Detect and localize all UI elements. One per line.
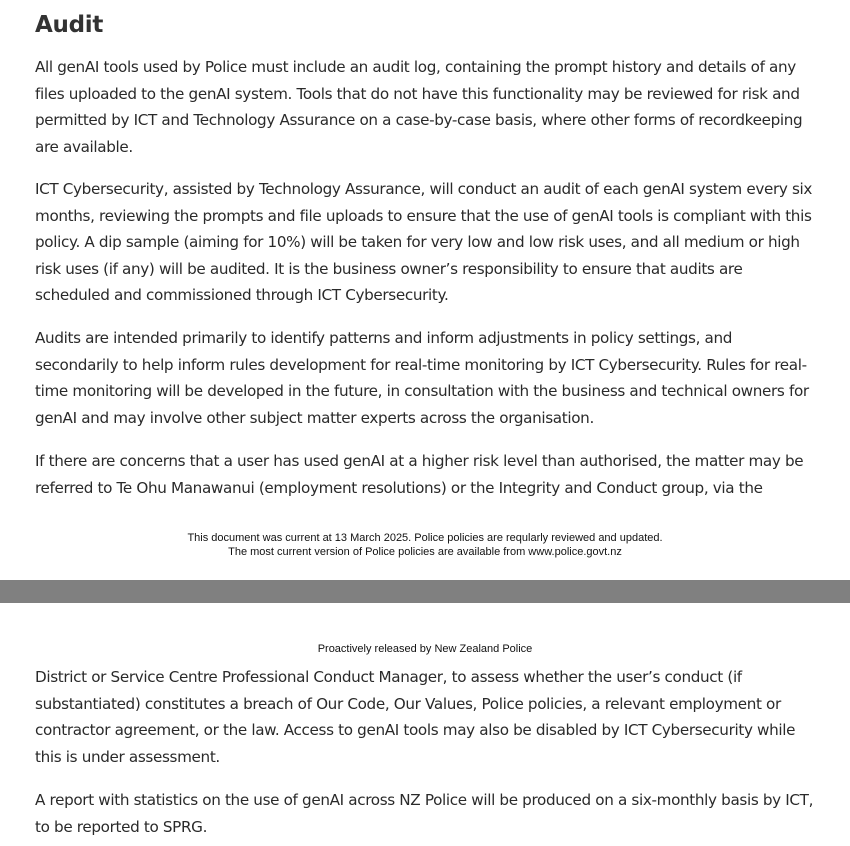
paragraph-reporting: A report with statistics on the use of genAI across NZ Police will be produced on a six-monthly basis by ICT, to be reported to SPRG. xyxy=(35,791,814,836)
page-separator xyxy=(0,580,850,603)
paragraph-conduct-assessment: District or Service Centre Professional Conduct Manager, to assess whether the user’s conduct (if substantiated) constitutes a breach of Our Code, Our Values, Police policies, a relevant employment or contractor agreement, or the law. Access to genAI tools may also be disabled by ICT Cybersecurity while this is under assessment. xyxy=(35,668,796,766)
footer-currency-note: This document was current at 13 March 2025. Police policies are reqularly reviewed and updated. xyxy=(187,532,663,544)
paragraph-risk-concerns: If there are concerns that a user has used genAI at a higher risk level than authorised, the matter may be referred to Te Ohu Manawanui (employment resolutions) or the Integrity and Conduct group, via the xyxy=(35,452,804,497)
paragraph-audit-schedule: ICT Cybersecurity, assisted by Technology Assurance, will conduct an audit of each genAI system every six months, reviewing the prompts and file uploads to ensure that the use of genAI tools is compliant with this policy. A dip sample (aiming for 10%) will be taken for very low and low risk uses, and all medium or high risk uses (if any) will be audited. It is the business owner’s responsibility to ensure that audits are scheduled and commissioned through ICT Cybersecurity. xyxy=(35,180,813,304)
paragraph-audit-log: All genAI tools used by Police must include an audit log, containing the prompt history and details of any files uploaded to the genAI system. Tools that do not have this functionality may be reviewed for risk and permitted by ICT and Technology Assurance on a case-by-case basis, where other forms of recordkeeping are available. xyxy=(35,58,803,156)
page-header-release-note: Proactively released by New Zealand Police xyxy=(317,643,533,655)
paragraph-audit-purpose: Audits are intended primarily to identify patterns and inform adjustments in policy settings, and secondarily to help inform rules development for real-time monitoring by ICT Cybersecurity. Rules for real-time monitoring will be developed in the future, in consultation with the business and technical owners for genAI and may involve other subject matter experts across the organisation. xyxy=(35,329,809,427)
document-page-2 xyxy=(0,603,850,846)
footer-website-note: The most current version of Police policies are available from www.police.govt.nz xyxy=(228,546,622,558)
section-heading-audit: Audit xyxy=(35,12,104,38)
